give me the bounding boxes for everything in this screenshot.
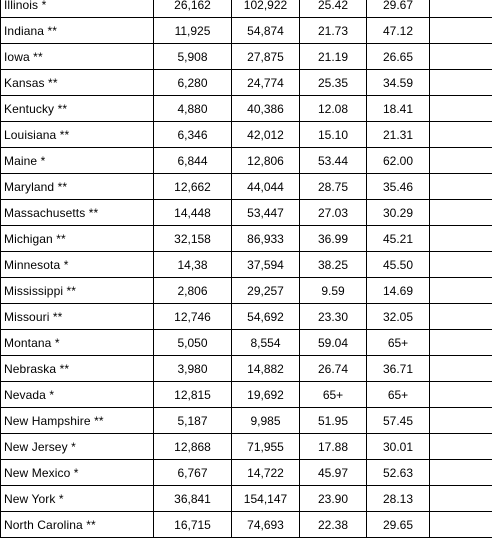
state-name-cell: New York * [1, 486, 154, 512]
value-cell-col4: 26.65 [367, 44, 430, 70]
value-cell-col1: 12,746 [154, 304, 232, 330]
value-cell-col4: 57.45 [367, 408, 430, 434]
empty-cell [430, 486, 492, 512]
state-name-cell: Illinois * [1, 0, 154, 18]
table-row [1, 96, 492, 122]
value-cell-col4: 62.00 [367, 148, 430, 174]
value-cell-col1: 12,662 [154, 174, 232, 200]
value-cell-col4: 14.69 [367, 278, 430, 304]
value-cell-col2: 14,882 [232, 356, 300, 382]
value-cell-col1: 14,448 [154, 200, 232, 226]
empty-cell [430, 122, 492, 148]
empty-cell [430, 382, 492, 408]
state-name-cell: Montana * [1, 330, 154, 356]
value-cell-col3: 65+ [300, 382, 367, 408]
value-cell-col3: 21.73 [300, 18, 367, 44]
empty-cell [430, 330, 492, 356]
table-row [1, 0, 492, 18]
value-cell-col1: 26,162 [154, 0, 232, 18]
value-cell-col3: 38.25 [300, 252, 367, 278]
state-name-cell: New Mexico * [1, 460, 154, 486]
value-cell-col1: 11,925 [154, 18, 232, 44]
state-name-cell: Maine * [1, 148, 154, 174]
value-cell-col3: 45.97 [300, 460, 367, 486]
table-row [1, 304, 492, 330]
value-cell-col2: 40,386 [232, 96, 300, 122]
table-row [1, 278, 492, 304]
table-row [1, 226, 492, 252]
value-cell-col1: 2,806 [154, 278, 232, 304]
value-cell-col4: 29.65 [367, 512, 430, 538]
value-cell-col1: 16,715 [154, 512, 232, 538]
value-cell-col4: 47.12 [367, 18, 430, 44]
value-cell-col3: 53.44 [300, 148, 367, 174]
table-row [1, 434, 492, 460]
value-cell-col4: 65+ [367, 330, 430, 356]
value-cell-col2: 44,044 [232, 174, 300, 200]
table-row [1, 512, 492, 538]
value-cell-col1: 6,767 [154, 460, 232, 486]
value-cell-col2: 14,722 [232, 460, 300, 486]
value-cell-col1: 6,280 [154, 70, 232, 96]
table-row [1, 174, 492, 200]
empty-cell [430, 200, 492, 226]
value-cell-col3: 25.35 [300, 70, 367, 96]
value-cell-col2: 71,955 [232, 434, 300, 460]
value-cell-col3: 26.74 [300, 356, 367, 382]
state-name-cell: Nebraska ** [1, 356, 154, 382]
empty-cell [430, 148, 492, 174]
value-cell-col2: 8,554 [232, 330, 300, 356]
empty-cell [430, 226, 492, 252]
state-name-cell: Massachusetts ** [1, 200, 154, 226]
value-cell-col3: 15.10 [300, 122, 367, 148]
value-cell-col4: 45.50 [367, 252, 430, 278]
value-cell-col2: 102,922 [232, 0, 300, 18]
empty-cell [430, 460, 492, 486]
value-cell-col4: 29.67 [367, 0, 430, 18]
empty-cell [430, 512, 492, 538]
table-row [1, 382, 492, 408]
value-cell-col4: 35.46 [367, 174, 430, 200]
value-cell-col1: 4,880 [154, 96, 232, 122]
empty-cell [430, 96, 492, 122]
value-cell-col1: 6,346 [154, 122, 232, 148]
value-cell-col3: 23.90 [300, 486, 367, 512]
value-cell-col2: 53,447 [232, 200, 300, 226]
value-cell-col3: 28.75 [300, 174, 367, 200]
table-row [1, 122, 492, 148]
value-cell-col2: 54,874 [232, 18, 300, 44]
value-cell-col1: 5,050 [154, 330, 232, 356]
value-cell-col1: 5,908 [154, 44, 232, 70]
empty-cell [430, 252, 492, 278]
value-cell-col2: 74,693 [232, 512, 300, 538]
value-cell-col2: 86,933 [232, 226, 300, 252]
value-cell-col2: 9,985 [232, 408, 300, 434]
value-cell-col3: 27.03 [300, 200, 367, 226]
state-name-cell: Mississippi ** [1, 278, 154, 304]
value-cell-col4: 36.71 [367, 356, 430, 382]
table-row [1, 460, 492, 486]
value-cell-col1: 3,980 [154, 356, 232, 382]
state-name-cell: North Carolina ** [1, 512, 154, 538]
empty-cell [430, 434, 492, 460]
value-cell-col1: 6,844 [154, 148, 232, 174]
value-cell-col4: 34.59 [367, 70, 430, 96]
value-cell-col3: 9.59 [300, 278, 367, 304]
table-body [1, 0, 492, 538]
state-name-cell: Michigan ** [1, 226, 154, 252]
state-name-cell: Missouri ** [1, 304, 154, 330]
value-cell-col2: 27,875 [232, 44, 300, 70]
empty-cell [430, 278, 492, 304]
state-name-cell: Iowa ** [1, 44, 154, 70]
value-cell-col1: 36,841 [154, 486, 232, 512]
table-row [1, 44, 492, 70]
state-name-cell: Kansas ** [1, 70, 154, 96]
table-row [1, 148, 492, 174]
value-cell-col4: 52.63 [367, 460, 430, 486]
table-row [1, 408, 492, 434]
value-cell-col2: 54,692 [232, 304, 300, 330]
value-cell-col3: 25.42 [300, 0, 367, 18]
value-cell-col1: 14,38 [154, 252, 232, 278]
table-row [1, 70, 492, 96]
table-row [1, 356, 492, 382]
value-cell-col1: 12,868 [154, 434, 232, 460]
value-cell-col3: 12.08 [300, 96, 367, 122]
value-cell-col2: 29,257 [232, 278, 300, 304]
value-cell-col1: 32,158 [154, 226, 232, 252]
empty-cell [430, 174, 492, 200]
value-cell-col3: 59.04 [300, 330, 367, 356]
value-cell-col4: 28.13 [367, 486, 430, 512]
state-name-cell: Louisiana ** [1, 122, 154, 148]
value-cell-col3: 21.19 [300, 44, 367, 70]
state-name-cell: Indiana ** [1, 18, 154, 44]
value-cell-col4: 45.21 [367, 226, 430, 252]
value-cell-col4: 21.31 [367, 122, 430, 148]
value-cell-col4: 30.01 [367, 434, 430, 460]
table-row [1, 18, 492, 44]
value-cell-col2: 42,012 [232, 122, 300, 148]
empty-cell [430, 408, 492, 434]
value-cell-col2: 24,774 [232, 70, 300, 96]
value-cell-col1: 5,187 [154, 408, 232, 434]
table-row [1, 486, 492, 512]
state-name-cell: Minnesota * [1, 252, 154, 278]
empty-cell [430, 44, 492, 70]
table-row [1, 200, 492, 226]
value-cell-col4: 18.41 [367, 96, 430, 122]
value-cell-col1: 12,815 [154, 382, 232, 408]
value-cell-col3: 51.95 [300, 408, 367, 434]
value-cell-col3: 22.38 [300, 512, 367, 538]
value-cell-col3: 23.30 [300, 304, 367, 330]
value-cell-col2: 37,594 [232, 252, 300, 278]
empty-cell [430, 356, 492, 382]
value-cell-col2: 12,806 [232, 148, 300, 174]
value-cell-col3: 36.99 [300, 226, 367, 252]
table-row [1, 330, 492, 356]
table-row [1, 252, 492, 278]
state-name-cell: Kentucky ** [1, 96, 154, 122]
value-cell-col2: 19,692 [232, 382, 300, 408]
empty-cell [430, 70, 492, 96]
value-cell-col2: 154,147 [232, 486, 300, 512]
value-cell-col4: 32.05 [367, 304, 430, 330]
empty-cell [430, 304, 492, 330]
value-cell-col3: 17.88 [300, 434, 367, 460]
empty-cell [430, 0, 492, 18]
value-cell-col4: 65+ [367, 382, 430, 408]
empty-cell [430, 18, 492, 44]
value-cell-col4: 30.29 [367, 200, 430, 226]
state-name-cell: Maryland ** [1, 174, 154, 200]
state-name-cell: New Jersey * [1, 434, 154, 460]
state-name-cell: New Hampshire ** [1, 408, 154, 434]
state-name-cell: Nevada * [1, 382, 154, 408]
